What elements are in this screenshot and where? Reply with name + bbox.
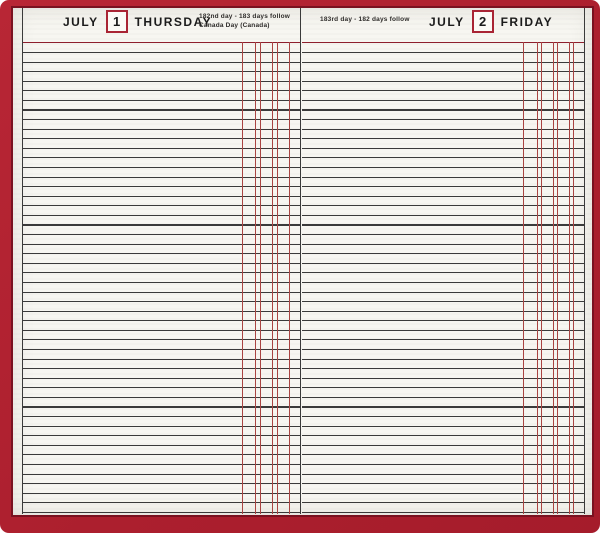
rule-line [22, 330, 300, 331]
rule-line [22, 378, 300, 379]
rule-line [22, 272, 300, 273]
rule-line [22, 81, 300, 82]
rule-line [22, 483, 300, 484]
left-page-annotation [199, 12, 290, 30]
rule-line [22, 138, 300, 139]
money-column-line [260, 42, 261, 514]
month-label: JULY [63, 14, 99, 29]
rule-line [22, 435, 300, 436]
margin-line [584, 8, 585, 514]
rule-line [22, 100, 300, 101]
rule-line [22, 474, 300, 475]
rule-line [22, 502, 300, 503]
rule-line [22, 148, 300, 149]
money-column-line [272, 42, 273, 514]
rule-line [22, 205, 300, 206]
rule-line [22, 90, 300, 91]
rule-line [22, 359, 300, 360]
rule-line [22, 71, 300, 72]
rule-line [22, 129, 300, 130]
rule-line [22, 406, 300, 407]
rule-line [22, 292, 300, 293]
holiday-note: Canada Day (Canada) [199, 22, 270, 29]
money-column-line [537, 42, 538, 514]
money-column-line [277, 42, 278, 514]
rule-line [22, 282, 300, 283]
month-label: JULY [429, 14, 465, 29]
money-column-line [569, 42, 570, 514]
money-column-line [523, 42, 524, 514]
rule-line [22, 512, 300, 513]
rule-line [22, 244, 300, 245]
rule-line [22, 62, 300, 63]
money-column-line [541, 42, 542, 514]
day-number-box: 2 [472, 10, 494, 33]
rule-line [22, 445, 300, 446]
rule-line [22, 339, 300, 340]
rule-line [22, 426, 300, 427]
day-count-note: 183rd day - 182 days follow [320, 16, 410, 23]
rule-line [22, 234, 300, 235]
rule-line [22, 167, 300, 168]
rule-line [22, 397, 300, 398]
rule-line [22, 349, 300, 350]
right-page-header [429, 10, 553, 33]
right-page-annotation [320, 15, 410, 24]
rule-line [22, 320, 300, 321]
rule-line [22, 109, 300, 110]
rule-line [22, 368, 300, 369]
header-rule-line [22, 42, 300, 43]
money-column-line [242, 42, 243, 514]
rule-line [22, 224, 300, 225]
weekday-label: FRIDAY [500, 14, 554, 29]
rule-line [22, 416, 300, 417]
rule-line [22, 387, 300, 388]
rule-line [22, 157, 300, 158]
margin-line [300, 8, 301, 514]
money-column-line [573, 42, 574, 514]
money-column-line [289, 42, 290, 514]
rule-line [22, 52, 300, 53]
rule-line [22, 253, 300, 254]
rule-line [22, 215, 300, 216]
day-number-box: 1 [106, 10, 128, 33]
left-page-header [63, 10, 212, 33]
day-count-note: 182nd day - 183 days follow [199, 13, 291, 20]
money-column-line [553, 42, 554, 514]
rule-line [22, 186, 300, 187]
rule-line [22, 454, 300, 455]
rule-line [22, 263, 300, 264]
margin-line [22, 8, 23, 514]
rule-line [22, 177, 300, 178]
rule-line [22, 196, 300, 197]
rule-line [22, 464, 300, 465]
rule-line [22, 493, 300, 494]
rule-line [22, 119, 300, 120]
money-column-line [557, 42, 558, 514]
weekday-label: THURSDAY [134, 14, 213, 29]
rule-line [22, 311, 300, 312]
rule-line [22, 301, 300, 302]
money-column-line [255, 42, 256, 514]
